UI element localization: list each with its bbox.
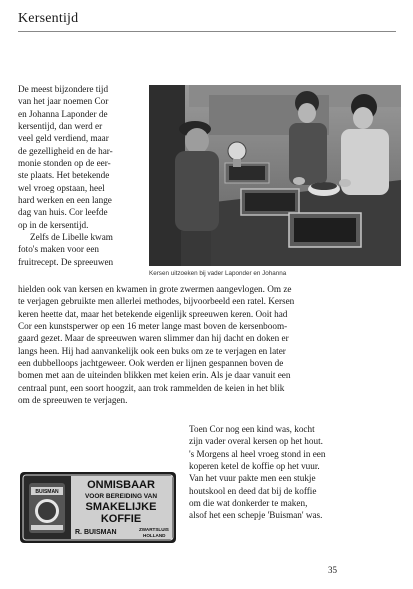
text-line: dag van huis. Cor leefde xyxy=(18,207,108,218)
text-line: De meest bijzondere tijd xyxy=(18,84,109,94)
text-line: foto's maken voor een xyxy=(18,244,100,255)
text-line: 's Morgens al heel vroeg stond in een xyxy=(189,448,326,459)
text-line: te verjagen gebruikte men allerlei methodes, bijvoorbeeld een ratel. Kersen xyxy=(18,296,295,307)
sign-line-1: ONMISBAAR xyxy=(87,479,155,491)
text-line: en Johanna Laponder de xyxy=(18,108,108,119)
sign-tin-label: BUISMAN xyxy=(35,489,59,495)
text-line: Zelfs de Libelle kwam xyxy=(30,232,113,243)
text-line: Cor een kunstsperwer op een 16 meter lange mast boven de kersenboom- xyxy=(18,321,288,332)
text-line: houtskool en deed dat bij de koffie xyxy=(189,485,317,496)
text-line: kersentijd, dan werd er xyxy=(18,121,103,132)
text-line: zijn vader overal kersen op het hout. xyxy=(189,436,323,447)
sign-line-2: VOOR BEREIDING VAN xyxy=(84,493,158,500)
text-line: koperen ketel de koffie op het vuur. xyxy=(189,461,320,472)
sign-line-4: KOFFIE xyxy=(100,513,142,525)
text-line: om die wat donkerder te maken, xyxy=(189,498,308,509)
paragraph-intro xyxy=(18,83,144,268)
paragraph-starlings xyxy=(18,283,396,406)
text-line: bomen met aan de uiteinden blikken met keien erin. Als je daar vanuit een xyxy=(18,370,291,381)
sign-maker: R. BUISMAN xyxy=(75,529,117,536)
text-line: gaard gezet. Maar de spreeuwen waren slimmer dan hij dacht en doken er xyxy=(18,333,289,344)
text-line: keren heette dat, maar het betekende eigenlijk spreeuwen keren. Ooit had xyxy=(18,308,288,319)
cherry-sorting-photo xyxy=(149,85,401,266)
text-line: Van het vuur pakte men een stukje xyxy=(189,473,316,484)
text-line: hielden ook van kersen en kwamen in grote zwermen aangevlogen. Om ze xyxy=(18,284,292,294)
text-line: wel vroeg opstaan, heel xyxy=(18,182,105,193)
text-line: monie stonden op de eer- xyxy=(18,158,111,169)
text-line: ste plaats. Het betekende xyxy=(18,170,110,181)
text-line: centraal punt, een soort hoogzit, aan trok rammelden de keien in het blik xyxy=(18,382,285,393)
text-line: fruitrecept. De spreeuwen xyxy=(18,256,114,267)
text-line: de gezelligheid en de har- xyxy=(18,145,113,156)
sign-place-1: ZWARTSLUIS xyxy=(139,527,169,532)
text-line: op in de kersentijd. xyxy=(18,219,89,230)
text-line: hard werken en een lange xyxy=(18,195,112,206)
text-line: veel geld verdiend, maar xyxy=(18,133,109,144)
photo-caption: Kersen uitzoeken bij vader Laponder en Johanna xyxy=(149,270,287,277)
text-line: alsof het een schepje 'Buisman' was. xyxy=(189,510,323,521)
text-line: een dubbelloops jachtgeweer. Ook werden er lijnen gespannen boven de xyxy=(18,358,284,369)
text-line: Toen Cor nog een kind was, kocht xyxy=(189,424,315,434)
paragraph-coffee xyxy=(189,423,396,522)
sign-place-2: HOLLAND xyxy=(143,533,166,538)
chapter-title: Kersentijd xyxy=(18,11,79,26)
text-line: om de spreeuwen te verjagen. xyxy=(18,395,128,406)
buisman-enamel-sign xyxy=(19,471,177,544)
text-line: langs heen. Hij had aanvankelijk ook een buks om ze te verjagen en later xyxy=(18,345,286,356)
sign-line-3: SMAKELIJKE xyxy=(85,501,157,513)
text-line: van het jaar noemen Cor xyxy=(18,96,109,107)
page-number: 35 xyxy=(328,565,337,575)
title-rule xyxy=(18,31,396,32)
